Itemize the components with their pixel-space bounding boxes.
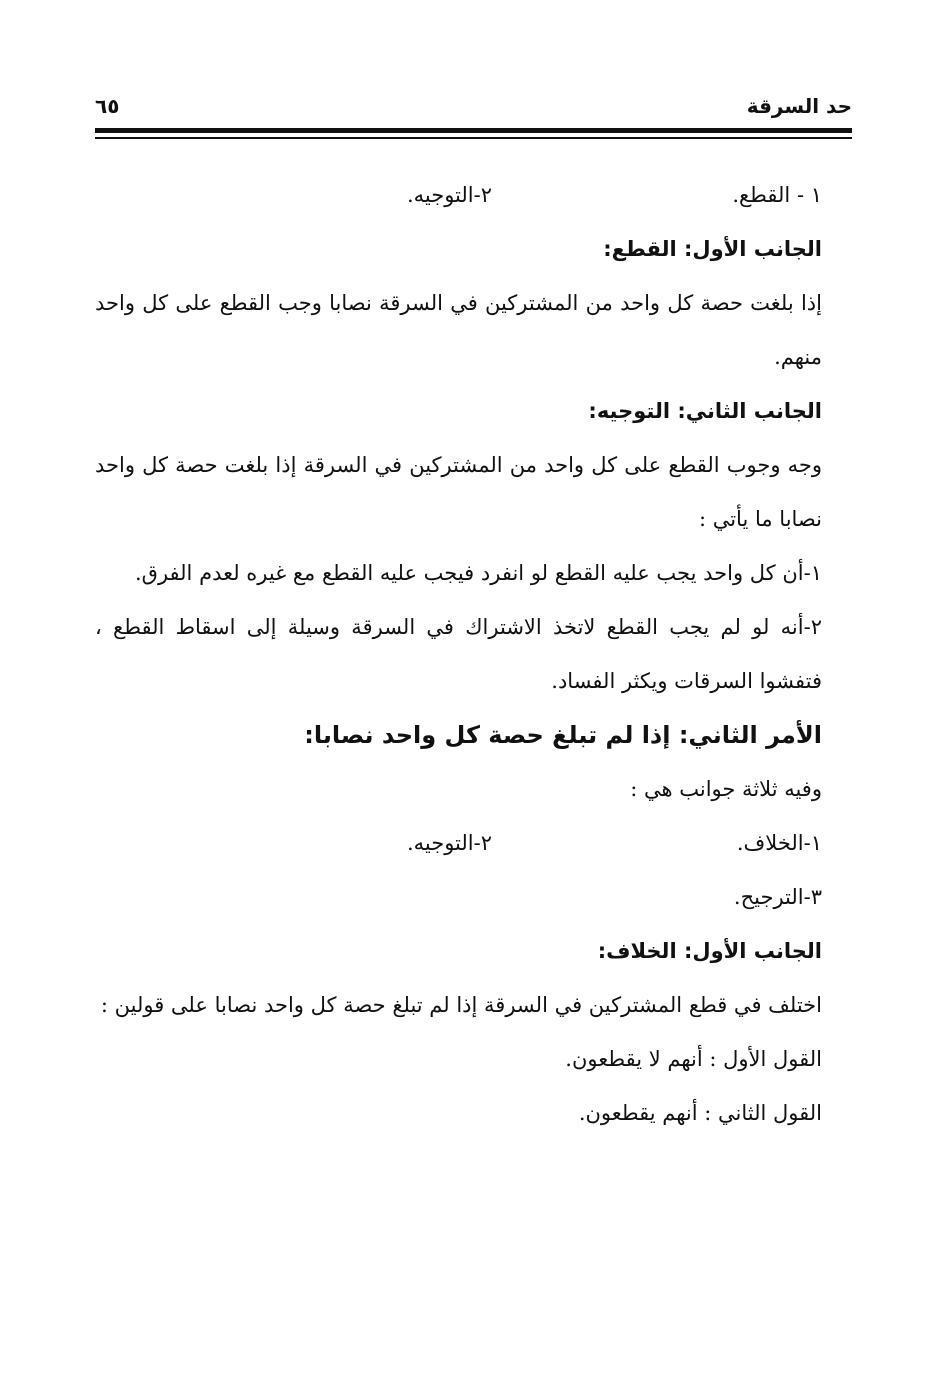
header-rule-thin (95, 137, 852, 139)
list-item: ١-الخلاف. (736, 831, 822, 855)
section-heading: الجانب الأول: الخلاف: (597, 939, 822, 963)
section-heading: الجانب الثاني: التوجيه: (588, 399, 822, 423)
chapter-title: حد السرقة (746, 94, 852, 118)
list-item: ٢-التوجيه. (406, 831, 492, 855)
paragraph: اختلف في قطع المشتركين في السرقة إذا لم تبلغ حصة كل واحد نصابا على قولين : (100, 993, 822, 1017)
page-body (95, 168, 822, 1140)
paragraph: ٢-أنه لو لم يجب القطع لاتخذ الاشتراك في السرقة وسيلة إلى اسقاط القطع ، فتفشوا السرقات ويكثر الفساد. (95, 615, 822, 693)
matter-heading: الأمر الثاني: إذا لم تبلغ حصة كل واحد نصابا: (304, 721, 822, 749)
paragraph: ١-أن كل واحد يجب عليه القطع لو انفرد فيجب عليه القطع مع غيره لعدم الفرق. (134, 561, 822, 585)
list-item: ٢-التوجيه. (406, 183, 492, 207)
paragraph: إذا بلغت حصة كل واحد من المشتركين في السرقة نصابا وجب القطع على كل واحد منهم. (95, 291, 822, 369)
paragraph: القول الثاني : أنهم يقطعون. (578, 1101, 822, 1125)
intro-list (95, 168, 822, 222)
list-item: ١ - القطع. (732, 183, 822, 207)
running-header (95, 94, 852, 128)
section-heading: الجانب الأول: القطع: (603, 237, 822, 261)
page-number: ٦٥ (95, 94, 120, 118)
paragraph: وفيه ثلاثة جوانب هي : (630, 777, 822, 801)
list-item: ٣-الترجيح. (733, 885, 822, 909)
aspects-list (95, 816, 822, 870)
header-rule-thick (95, 128, 852, 133)
paragraph: القول الأول : أنهم لا يقطعون. (565, 1047, 822, 1071)
paragraph: وجه وجوب القطع على كل واحد من المشتركين في السرقة إذا بلغت حصة كل واحد نصابا ما يأتي : (95, 453, 822, 531)
